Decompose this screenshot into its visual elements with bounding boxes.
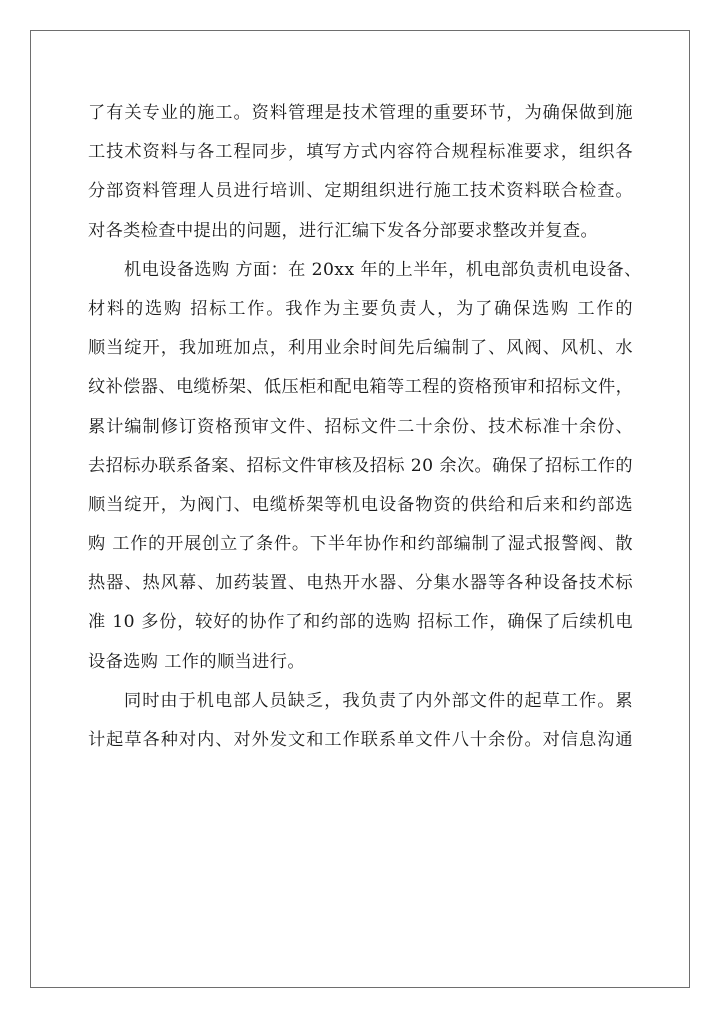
- text-line: 工技术资料与各工程同步，填写方式内容符合规程标准要求，组织各: [88, 142, 633, 163]
- text-line: 购 工作的开展创立了条件。下半年协作和约部编制了湿式报警阀、散: [88, 534, 633, 555]
- text-line: 对各类检查中提出的问题，进行汇编下发各分部要求整改并复查。: [88, 220, 599, 241]
- document-body: [88, 94, 642, 760]
- text-line: 设备选购 工作的顺当进行。: [88, 651, 305, 672]
- text-line: 同时由于机电部人员缺乏，我负责了内外部文件的起草工作。累: [124, 690, 633, 711]
- text-line: 顺当绽开，我加班加点，利用业余时间先后编制了、风阀、风机、水: [88, 338, 633, 359]
- text-line: 准 10 多份，较好的协作了和约部的选购 招标工作，确保了后续机电: [88, 612, 633, 633]
- text-line: 纹补偿器、电缆桥架、低压柜和配电箱等工程的资格预审和招标文件，: [88, 377, 634, 398]
- text-line: 了有关专业的施工。资料管理是技术管理的重要环节，为确保做到施: [88, 103, 633, 123]
- text-line: 分部资料管理人员进行培训、定期组织进行施工技术资料联合检查。: [88, 181, 633, 202]
- text-line: 计起草各种对内、对外发文和工作联系单文件八十余份。对信息沟通: [88, 730, 633, 750]
- text-line: 材料的选购 招标工作。我作为主要负责人，为了确保选购 工作的: [88, 298, 633, 319]
- text-line: 去招标办联系备案、招标文件审核及招标 20 余次。确保了招标工作的: [88, 455, 633, 476]
- text-line: 机电设备选购 方面：在 20xx 年的上半年，机电部负责机电设备、: [124, 259, 642, 280]
- text-line: 热器、热风幕、加药装置、电热开水器、分集水器等各种设备技术标: [88, 573, 633, 594]
- text-line: 累计编制修订资格预审文件、招标文件二十余份、技术标准十余份、: [88, 416, 633, 437]
- text-line: 顺当绽开，为阀门、电缆桥架等机电设备物资的供给和后来和约部选: [88, 494, 633, 515]
